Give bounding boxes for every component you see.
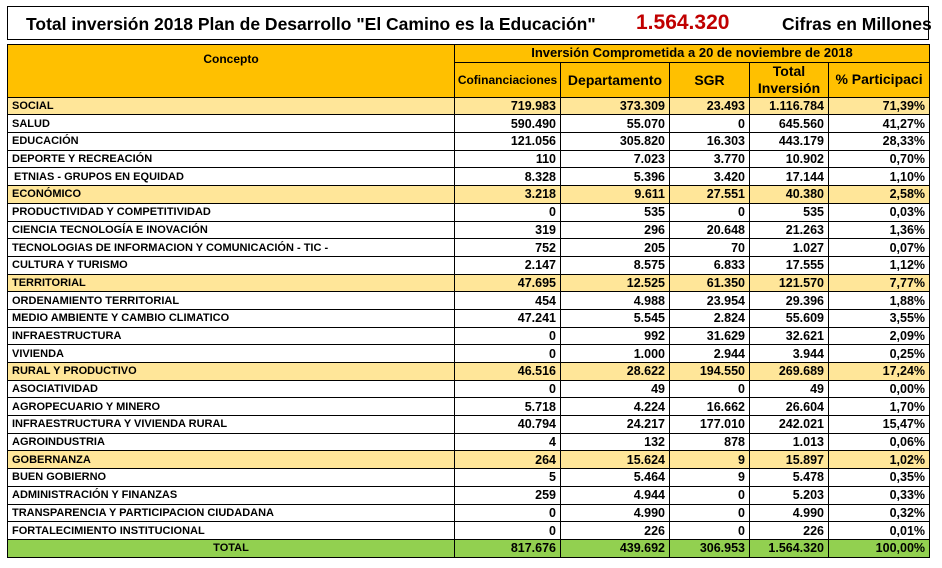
sgr-cell: 3.420 bbox=[670, 168, 750, 186]
group-header: Inversión Comprometida a 20 de noviembre de 2018 bbox=[455, 45, 930, 63]
table-row bbox=[8, 203, 930, 221]
dep-cell: 373.309 bbox=[561, 97, 670, 115]
category-row bbox=[8, 274, 930, 292]
total-cell: 226 bbox=[750, 522, 829, 540]
total-cell: 1.116.784 bbox=[750, 97, 829, 115]
investment-table bbox=[7, 44, 930, 558]
sgr-cell: 0 bbox=[670, 504, 750, 522]
cof-cell: 47.695 bbox=[455, 274, 561, 292]
cof-cell: 40.794 bbox=[455, 416, 561, 434]
concept-cell: TECNOLOGIAS DE INFORMACION Y COMUNICACIÓN - TIC - bbox=[8, 239, 455, 257]
concept-cell: VIVIENDA bbox=[8, 345, 455, 363]
total-row bbox=[8, 539, 930, 557]
total-cell: 10.902 bbox=[750, 150, 829, 168]
table-row bbox=[8, 486, 930, 504]
sgr-cell: 0 bbox=[670, 203, 750, 221]
table-row bbox=[8, 256, 930, 274]
concept-cell: DEPORTE Y RECREACIÓN bbox=[8, 150, 455, 168]
dep-cell: 205 bbox=[561, 239, 670, 257]
pct-cell: 1,12% bbox=[829, 256, 930, 274]
total-cell: 121.570 bbox=[750, 274, 829, 292]
cof-cell: 8.328 bbox=[455, 168, 561, 186]
page-title: Total inversión 2018 Plan de Desarrollo "El Camino es la Educación" bbox=[26, 14, 596, 34]
cof-cell: 319 bbox=[455, 221, 561, 239]
sgr-cell: 16.662 bbox=[670, 398, 750, 416]
concept-header: Concepto bbox=[8, 45, 455, 98]
pct-cell: 41,27% bbox=[829, 115, 930, 133]
cof-cell: 259 bbox=[455, 486, 561, 504]
sgr-cell: 23.954 bbox=[670, 292, 750, 310]
dep-cell: 305.820 bbox=[561, 133, 670, 151]
pct-cell: 1,10% bbox=[829, 168, 930, 186]
dep-cell: 5.545 bbox=[561, 309, 670, 327]
sgr-cell: 0 bbox=[670, 115, 750, 133]
sgr-cell: 194.550 bbox=[670, 363, 750, 381]
table-row bbox=[8, 221, 930, 239]
table-row bbox=[8, 504, 930, 522]
concept-cell: ADMINISTRACIÓN Y FINANZAS bbox=[8, 486, 455, 504]
total-cell: 443.179 bbox=[750, 133, 829, 151]
sgr-cell: 3.770 bbox=[670, 150, 750, 168]
concept-cell: SALUD bbox=[8, 115, 455, 133]
table-row bbox=[8, 433, 930, 451]
total-cell: 15.897 bbox=[750, 451, 829, 469]
sgr-cell: 6.833 bbox=[670, 256, 750, 274]
table-row bbox=[8, 133, 930, 151]
cof-cell: 3.218 bbox=[455, 186, 561, 204]
col-header-departamento: Departamento bbox=[561, 62, 670, 97]
dep-cell: 5.464 bbox=[561, 469, 670, 487]
sgr-cell: 0 bbox=[670, 486, 750, 504]
sgr-cell: 9 bbox=[670, 451, 750, 469]
concept-cell: INFRAESTRUCTURA bbox=[8, 327, 455, 345]
total-cell: 40.380 bbox=[750, 186, 829, 204]
pct-cell: 100,00% bbox=[829, 539, 930, 557]
cof-cell: 719.983 bbox=[455, 97, 561, 115]
concept-cell: PRODUCTIVIDAD Y COMPETITIVIDAD bbox=[8, 203, 455, 221]
cof-cell: 5 bbox=[455, 469, 561, 487]
cof-cell: 46.516 bbox=[455, 363, 561, 381]
sgr-cell: 177.010 bbox=[670, 416, 750, 434]
pct-cell: 0,03% bbox=[829, 203, 930, 221]
col-header-cofinanciaciones: Cofinanciaciones bbox=[455, 62, 561, 97]
sgr-cell: 31.629 bbox=[670, 327, 750, 345]
pct-cell: 0,07% bbox=[829, 239, 930, 257]
total-cell: 55.609 bbox=[750, 309, 829, 327]
total-cell: 29.396 bbox=[750, 292, 829, 310]
sgr-cell: 27.551 bbox=[670, 186, 750, 204]
cof-cell: 0 bbox=[455, 203, 561, 221]
cof-cell: 2.147 bbox=[455, 256, 561, 274]
category-row bbox=[8, 186, 930, 204]
col-header-total-inversion: Total Inversión bbox=[750, 62, 829, 97]
total-cell: 1.027 bbox=[750, 239, 829, 257]
total-cell: 242.021 bbox=[750, 416, 829, 434]
concept-cell: MEDIO AMBIENTE Y CAMBIO CLIMATICO bbox=[8, 309, 455, 327]
table-row bbox=[8, 522, 930, 540]
sgr-cell: 0 bbox=[670, 380, 750, 398]
dep-cell: 5.396 bbox=[561, 168, 670, 186]
cof-cell: 110 bbox=[455, 150, 561, 168]
pct-cell: 0,70% bbox=[829, 150, 930, 168]
table-row bbox=[8, 292, 930, 310]
cof-cell: 4 bbox=[455, 433, 561, 451]
cof-cell: 0 bbox=[455, 345, 561, 363]
concept-cell: TRANSPARENCIA Y PARTICIPACION CIUDADANA bbox=[8, 504, 455, 522]
dep-cell: 4.988 bbox=[561, 292, 670, 310]
total-cell: 49 bbox=[750, 380, 829, 398]
concept-cell: ECONÓMICO bbox=[8, 186, 455, 204]
total-cell: 1.013 bbox=[750, 433, 829, 451]
dep-cell: 4.990 bbox=[561, 504, 670, 522]
pct-cell: 0,06% bbox=[829, 433, 930, 451]
sgr-cell: 306.953 bbox=[670, 539, 750, 557]
table-row bbox=[8, 239, 930, 257]
headline-total: 1.564.320 bbox=[636, 11, 730, 34]
cof-cell: 0 bbox=[455, 380, 561, 398]
table-row bbox=[8, 345, 930, 363]
sgr-cell: 23.493 bbox=[670, 97, 750, 115]
pct-cell: 1,02% bbox=[829, 451, 930, 469]
dep-cell: 132 bbox=[561, 433, 670, 451]
concept-cell: TOTAL bbox=[8, 539, 455, 557]
total-cell: 269.689 bbox=[750, 363, 829, 381]
table-row bbox=[8, 168, 930, 186]
pct-cell: 7,77% bbox=[829, 274, 930, 292]
sgr-cell: 878 bbox=[670, 433, 750, 451]
units-label: Cifras en Millones bbox=[782, 14, 932, 34]
total-cell: 26.604 bbox=[750, 398, 829, 416]
concept-cell: GOBERNANZA bbox=[8, 451, 455, 469]
dep-cell: 296 bbox=[561, 221, 670, 239]
concept-cell: ETNIAS - GRUPOS EN EQUIDAD bbox=[8, 168, 455, 186]
cof-cell: 0 bbox=[455, 504, 561, 522]
dep-cell: 439.692 bbox=[561, 539, 670, 557]
table-row bbox=[8, 398, 930, 416]
dep-cell: 992 bbox=[561, 327, 670, 345]
table-row bbox=[8, 469, 930, 487]
dep-cell: 49 bbox=[561, 380, 670, 398]
pct-cell: 0,35% bbox=[829, 469, 930, 487]
cof-cell: 590.490 bbox=[455, 115, 561, 133]
cof-cell: 0 bbox=[455, 522, 561, 540]
cof-cell: 454 bbox=[455, 292, 561, 310]
pct-cell: 2,58% bbox=[829, 186, 930, 204]
table-row bbox=[8, 150, 930, 168]
pct-cell: 1,70% bbox=[829, 398, 930, 416]
sgr-cell: 2.944 bbox=[670, 345, 750, 363]
pct-cell: 15,47% bbox=[829, 416, 930, 434]
total-cell: 17.144 bbox=[750, 168, 829, 186]
concept-cell: ASOCIATIVIDAD bbox=[8, 380, 455, 398]
dep-cell: 7.023 bbox=[561, 150, 670, 168]
pct-cell: 3,55% bbox=[829, 309, 930, 327]
concept-cell: ORDENAMIENTO TERRITORIAL bbox=[8, 292, 455, 310]
pct-cell: 28,33% bbox=[829, 133, 930, 151]
total-cell: 3.944 bbox=[750, 345, 829, 363]
total-cell: 535 bbox=[750, 203, 829, 221]
dep-cell: 12.525 bbox=[561, 274, 670, 292]
total-cell: 17.555 bbox=[750, 256, 829, 274]
concept-cell: CIENCIA TECNOLOGÍA E INOVACIÓN bbox=[8, 221, 455, 239]
sgr-cell: 20.648 bbox=[670, 221, 750, 239]
dep-cell: 15.624 bbox=[561, 451, 670, 469]
dep-cell: 24.217 bbox=[561, 416, 670, 434]
sgr-cell: 9 bbox=[670, 469, 750, 487]
cof-cell: 5.718 bbox=[455, 398, 561, 416]
sgr-cell: 61.350 bbox=[670, 274, 750, 292]
pct-cell: 0,00% bbox=[829, 380, 930, 398]
pct-cell: 0,01% bbox=[829, 522, 930, 540]
col-header-participacion: % Participaci bbox=[829, 62, 930, 97]
cof-cell: 752 bbox=[455, 239, 561, 257]
dep-cell: 4.944 bbox=[561, 486, 670, 504]
title-box bbox=[7, 6, 932, 40]
total-cell: 5.478 bbox=[750, 469, 829, 487]
concept-cell: INFRAESTRUCTURA Y VIVIENDA RURAL bbox=[8, 416, 455, 434]
total-cell: 1.564.320 bbox=[750, 539, 829, 557]
concept-cell: CULTURA Y TURISMO bbox=[8, 256, 455, 274]
table-row bbox=[8, 416, 930, 434]
pct-cell: 0,33% bbox=[829, 486, 930, 504]
table-row bbox=[8, 380, 930, 398]
pct-cell: 2,09% bbox=[829, 327, 930, 345]
dep-cell: 226 bbox=[561, 522, 670, 540]
dep-cell: 28.622 bbox=[561, 363, 670, 381]
pct-cell: 1,36% bbox=[829, 221, 930, 239]
pct-cell: 1,88% bbox=[829, 292, 930, 310]
sgr-cell: 16.303 bbox=[670, 133, 750, 151]
total-cell: 32.621 bbox=[750, 327, 829, 345]
dep-cell: 8.575 bbox=[561, 256, 670, 274]
pct-cell: 0,25% bbox=[829, 345, 930, 363]
sgr-cell: 2.824 bbox=[670, 309, 750, 327]
total-cell: 5.203 bbox=[750, 486, 829, 504]
total-cell: 645.560 bbox=[750, 115, 829, 133]
sgr-cell: 70 bbox=[670, 239, 750, 257]
cof-cell: 817.676 bbox=[455, 539, 561, 557]
cof-cell: 264 bbox=[455, 451, 561, 469]
table-row bbox=[8, 309, 930, 327]
cof-cell: 121.056 bbox=[455, 133, 561, 151]
dep-cell: 535 bbox=[561, 203, 670, 221]
dep-cell: 55.070 bbox=[561, 115, 670, 133]
concept-cell: BUEN GOBIERNO bbox=[8, 469, 455, 487]
pct-cell: 17,24% bbox=[829, 363, 930, 381]
col-header-sgr: SGR bbox=[670, 62, 750, 97]
total-cell: 4.990 bbox=[750, 504, 829, 522]
concept-cell: TERRITORIAL bbox=[8, 274, 455, 292]
cof-cell: 47.241 bbox=[455, 309, 561, 327]
concept-cell: RURAL Y PRODUCTIVO bbox=[8, 363, 455, 381]
table-row bbox=[8, 115, 930, 133]
total-cell: 21.263 bbox=[750, 221, 829, 239]
concept-cell: FORTALECIMIENTO INSTITUCIONAL bbox=[8, 522, 455, 540]
table-body bbox=[8, 97, 930, 557]
pct-cell: 71,39% bbox=[829, 97, 930, 115]
category-row bbox=[8, 363, 930, 381]
table-row bbox=[8, 327, 930, 345]
cof-cell: 0 bbox=[455, 327, 561, 345]
category-row bbox=[8, 97, 930, 115]
category-row bbox=[8, 451, 930, 469]
dep-cell: 1.000 bbox=[561, 345, 670, 363]
sgr-cell: 0 bbox=[670, 522, 750, 540]
concept-cell: EDUCACIÓN bbox=[8, 133, 455, 151]
dep-cell: 4.224 bbox=[561, 398, 670, 416]
concept-cell: SOCIAL bbox=[8, 97, 455, 115]
pct-cell: 0,32% bbox=[829, 504, 930, 522]
dep-cell: 9.611 bbox=[561, 186, 670, 204]
concept-cell: AGROINDUSTRIA bbox=[8, 433, 455, 451]
concept-cell: AGROPECUARIO Y MINERO bbox=[8, 398, 455, 416]
